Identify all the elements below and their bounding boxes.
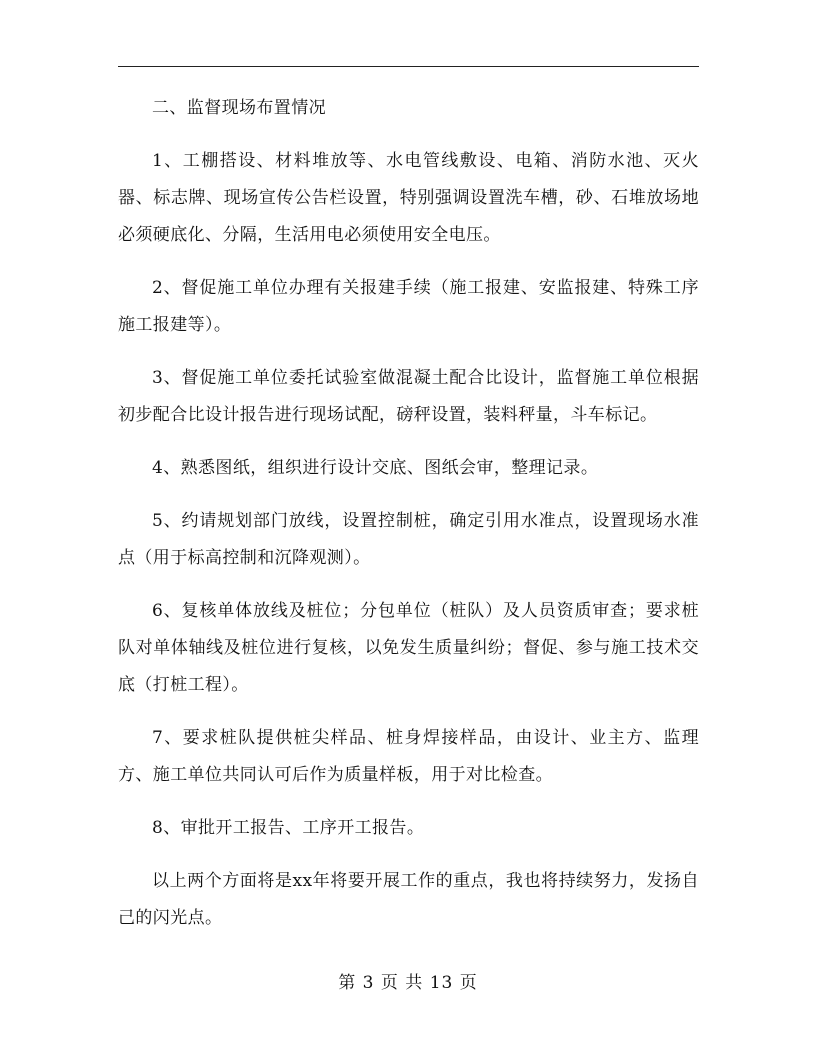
paragraph-closing: 以上两个方面将是xx年将要开展工作的重点，我也将持续努力，发扬自己的闪光点。 (118, 871, 699, 928)
paragraph-4: 4、熟悉图纸，组织进行设计交底、图纸会审，整理记录。 (152, 458, 599, 478)
paragraph-8: 8、审批开工报告、工序开工报告。 (152, 818, 425, 838)
paragraph-6: 6、复核单体放线及桩位；分包单位（桩队）及人员资质审查；要求桩队对单体轴线及桩位进行复核，以免发生质量纠纷；督促、参与施工技术交底（打桩工程）。 (118, 601, 699, 695)
paragraph-5: 5、约请规划部门放线，设置控制桩，确定引用水准点，设置现场水准点（用于标高控制和沉降观测）。 (118, 511, 699, 568)
section-heading: 二、监督现场布置情况 (152, 98, 326, 118)
paragraph-1: 1、工棚搭设、材料堆放等、水电管线敷设、电箱、消防水池、灭火器、标志牌、现场宣传公告栏设置，特别强调设置洗车槽，砂、石堆放场地必须硬底化、分隔，生活用电必须使用安全电压。 (118, 151, 699, 245)
paragraph-3: 3、督促施工单位委托试验室做混凝土配合比设计，监督施工单位根据初步配合比设计报告进行现场试配，磅秤设置，装料秤量，斗车标记。 (118, 368, 699, 425)
paragraph-2: 2、督促施工单位办理有关报建手续（施工报建、安监报建、特殊工序施工报建等）。 (118, 278, 699, 335)
document-body (118, 90, 699, 953)
header-rule (118, 66, 699, 67)
page-number-footer: 第 3 页 共 13 页 (338, 973, 478, 993)
paragraph-7: 7、要求桩队提供桩尖样品、桩身焊接样品，由设计、业主方、监理方、施工单位共同认可后作为质量样板，用于对比检查。 (118, 728, 699, 785)
